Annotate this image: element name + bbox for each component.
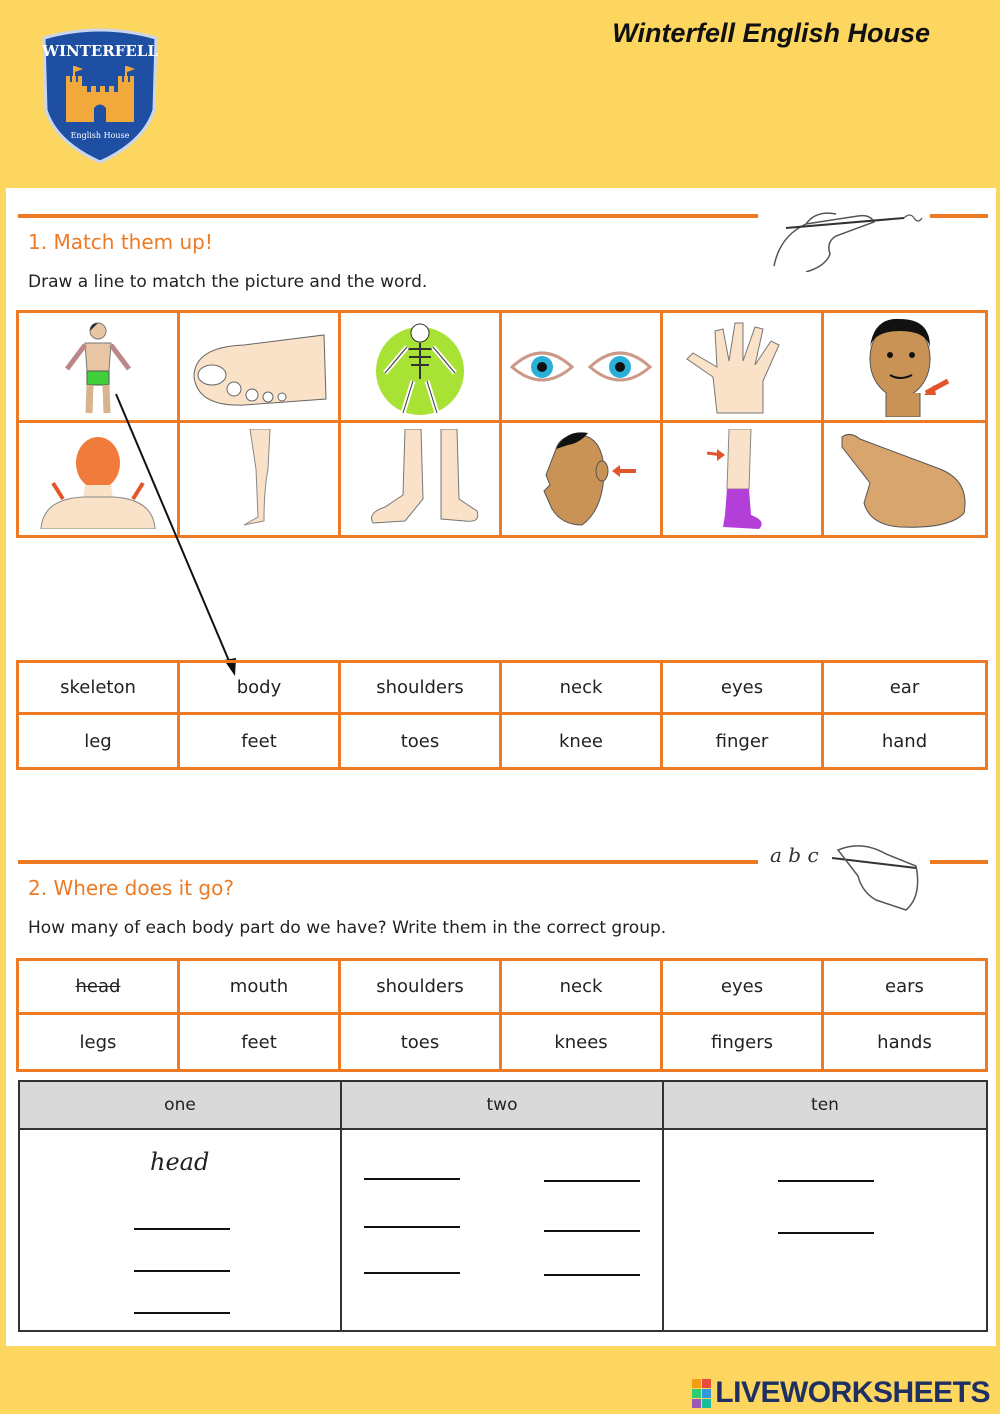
word-finger[interactable]: finger — [663, 715, 824, 767]
word-toes[interactable]: toes — [341, 715, 502, 767]
writing-abc-illustration — [766, 836, 926, 916]
school-badge-logo — [36, 24, 164, 164]
eyes-icon — [506, 317, 656, 417]
answer-blank[interactable] — [134, 1312, 230, 1314]
word-shoulders[interactable]: shoulders — [341, 663, 502, 715]
word-head-crossed[interactable]: head — [19, 961, 180, 1015]
hand-picture[interactable] — [663, 313, 824, 423]
word-ear[interactable]: ear — [824, 663, 985, 715]
word-eyes[interactable]: eyes — [663, 961, 824, 1015]
worksheet — [6, 188, 996, 1346]
group-header-ten: ten — [664, 1082, 986, 1130]
abc-text: a b c — [770, 843, 819, 867]
skeleton-picture[interactable] — [341, 313, 502, 423]
leg-icon — [184, 429, 334, 529]
body-icon — [23, 317, 173, 417]
word-eyes[interactable]: eyes — [663, 663, 824, 715]
section2-divider-right — [930, 860, 988, 864]
answer-blank[interactable] — [134, 1228, 230, 1230]
example-answer-head: head — [150, 1148, 210, 1176]
group-header-one: one — [20, 1082, 342, 1130]
word-fingers[interactable]: fingers — [663, 1015, 824, 1069]
section1-title: 1. Match them up! — [28, 230, 213, 254]
liveworksheets-logo — [692, 1376, 990, 1410]
word-feet[interactable]: feet — [180, 715, 341, 767]
section1-divider — [18, 214, 758, 218]
knee-icon — [667, 429, 817, 529]
word-mouth[interactable]: mouth — [180, 961, 341, 1015]
neck-icon — [830, 317, 980, 417]
answer-blank[interactable] — [778, 1232, 874, 1234]
neck-picture[interactable] — [824, 313, 985, 423]
leg-picture[interactable] — [180, 423, 341, 535]
word-neck[interactable]: neck — [502, 663, 663, 715]
answer-blank[interactable] — [364, 1272, 460, 1274]
section1-instruction: Draw a line to match the picture and the word. — [28, 272, 428, 292]
answer-blank[interactable] — [364, 1226, 460, 1228]
word-legs[interactable]: legs — [19, 1015, 180, 1069]
answer-blank[interactable] — [778, 1180, 874, 1182]
group-column-ten — [664, 1130, 986, 1330]
picture-grid — [16, 310, 988, 538]
section2-title: 2. Where does it go? — [28, 876, 234, 900]
eyes-picture[interactable] — [502, 313, 663, 423]
shoulders-icon — [23, 429, 173, 529]
liveworksheets-brand: LIVEWORKSHEETS — [715, 1376, 990, 1409]
group-column-two — [342, 1130, 664, 1330]
badge-subtitle: English House — [70, 131, 130, 140]
group-header-two: two — [342, 1082, 664, 1130]
body-picture[interactable] — [19, 313, 180, 423]
word-grid-1 — [16, 660, 988, 770]
ear-icon — [506, 429, 656, 529]
answer-blank[interactable] — [544, 1180, 640, 1182]
writing-hand-illustration — [766, 196, 926, 272]
liveworksheets-cubes-icon — [692, 1379, 711, 1408]
hand-icon — [667, 317, 817, 417]
word-hand[interactable]: hand — [881, 730, 928, 752]
word-skeleton[interactable]: skeleton — [19, 663, 180, 715]
word-toes[interactable]: toes — [341, 1015, 502, 1069]
word-leg[interactable]: leg — [19, 715, 180, 767]
word-ears[interactable]: ears — [824, 961, 985, 1015]
ear-picture[interactable] — [502, 423, 663, 535]
group-column-one — [20, 1130, 342, 1330]
word-body[interactable]: body — [180, 663, 341, 715]
word-feet[interactable]: feet — [180, 1015, 341, 1069]
section2-instruction: How many of each body part do we have? Write them in the correct group. — [28, 918, 667, 938]
word-knees[interactable]: knees — [502, 1015, 663, 1069]
section2-divider — [18, 860, 758, 864]
section1-divider-right — [930, 214, 988, 218]
badge-title: WINTERFELL — [42, 42, 158, 60]
school-name: Winterfell English House — [612, 18, 930, 48]
foot-toes-icon — [184, 317, 334, 417]
word-shoulders[interactable]: shoulders — [341, 961, 502, 1015]
finger-icon — [830, 429, 980, 529]
word-neck[interactable]: neck — [502, 961, 663, 1015]
groups-table — [18, 1080, 988, 1332]
knee-picture[interactable] — [663, 423, 824, 535]
foot-toes-picture[interactable] — [180, 313, 341, 423]
answer-blank[interactable] — [134, 1270, 230, 1272]
skeleton-icon — [345, 317, 495, 417]
word-grid-2 — [16, 958, 988, 1072]
answer-blank[interactable] — [544, 1274, 640, 1276]
feet-picture[interactable] — [341, 423, 502, 535]
feet-icon — [345, 429, 495, 529]
answer-blank[interactable] — [364, 1178, 460, 1180]
shoulders-picture[interactable] — [19, 423, 180, 535]
word-knee[interactable]: knee — [502, 715, 663, 767]
answer-blank[interactable] — [544, 1230, 640, 1232]
word-hands[interactable]: hands — [877, 1031, 932, 1053]
finger-picture[interactable] — [824, 423, 985, 535]
